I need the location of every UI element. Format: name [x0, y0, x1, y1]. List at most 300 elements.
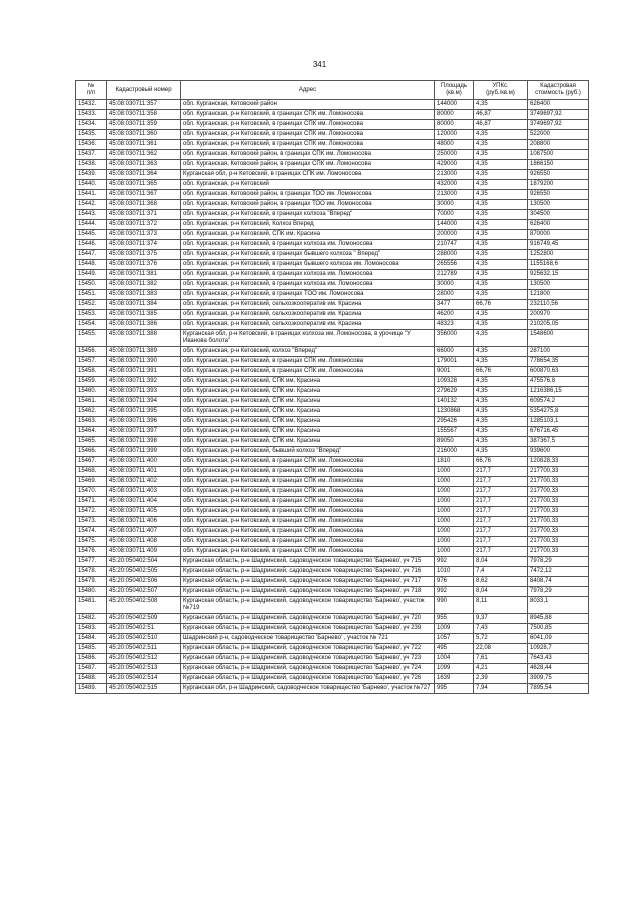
cell-upks: 46,87 — [474, 110, 528, 120]
cell-area: 288000 — [435, 250, 474, 260]
cell-upks: 4,35 — [474, 310, 528, 320]
table-row — [76, 180, 589, 190]
cell-area: 89050 — [435, 437, 474, 447]
cell-cadastral-cost: 626400 — [528, 100, 589, 110]
table-row — [76, 567, 589, 577]
table-header-row — [76, 81, 589, 100]
cell-row-number: 15454. — [76, 320, 107, 330]
table-row — [76, 467, 589, 477]
cell-upks: 4,35 — [474, 437, 528, 447]
cell-cadastral-cost: 8945,88 — [528, 614, 589, 624]
table-row — [76, 497, 589, 507]
cell-cadastral-number: 45:08:030711:395 — [107, 407, 181, 417]
cell-address: обл. Курганская, р-н Кетовский, в границах колхоза им. Ломоносова — [181, 280, 435, 290]
cell-upks: 217,7 — [474, 527, 528, 537]
cell-area: 80000 — [435, 120, 474, 130]
cell-cadastral-cost: 210205,05 — [528, 320, 589, 330]
cell-address: обл. Курганская, р-н Кетовский, сельхозкооператив им. Красина — [181, 320, 435, 330]
cell-upks: 4,35 — [474, 190, 528, 200]
cell-cadastral-number: 45:08:030711:399 — [107, 447, 181, 457]
cell-cadastral-number: 45:08:030711:405 — [107, 507, 181, 517]
cell-row-number: 15468. — [76, 467, 107, 477]
cell-row-number: 15460. — [76, 387, 107, 397]
cell-upks: 4,35 — [474, 427, 528, 437]
cell-area: 28000 — [435, 290, 474, 300]
cell-row-number: 15432. — [76, 100, 107, 110]
cell-cadastral-cost: 1866150 — [528, 160, 589, 170]
cell-row-number: 15442. — [76, 200, 107, 210]
cell-cadastral-number: 45:20:050402:510 — [107, 634, 181, 644]
cell-address: обл. Курганская, р-н Кетовский, сельхозкооператив им. Красина — [181, 310, 435, 320]
cell-cadastral-cost: 120828,33 — [528, 457, 589, 467]
cell-address: Курганская обл, р-н Кетовский, в границах колхоза им. Ломоносова, в урочище "У Иванова болота" — [181, 330, 435, 347]
header-area: Площадь (кв.м) — [435, 81, 474, 100]
table-row — [76, 190, 589, 200]
cell-cadastral-cost: 1879200 — [528, 180, 589, 190]
table-row — [76, 427, 589, 437]
cell-cadastral-cost: 7978,29 — [528, 587, 589, 597]
cell-cadastral-number: 45:08:030711:389 — [107, 347, 181, 357]
cell-area: 155567 — [435, 427, 474, 437]
table-row — [76, 477, 589, 487]
cell-upks: 4,35 — [474, 387, 528, 397]
cell-area: 429000 — [435, 160, 474, 170]
cell-upks: 4,35 — [474, 357, 528, 367]
cell-row-number: 15463. — [76, 417, 107, 427]
cell-area: 30000 — [435, 280, 474, 290]
cell-area: 990 — [435, 597, 474, 614]
table-row — [76, 634, 589, 644]
cell-cadastral-number: 45:08:030711:384 — [107, 300, 181, 310]
cell-area: 1000 — [435, 547, 474, 557]
table-row — [76, 120, 589, 130]
cell-upks: 8,11 — [474, 597, 528, 614]
cell-cadastral-cost: 217700,33 — [528, 517, 589, 527]
cell-row-number: 15452. — [76, 300, 107, 310]
cell-address: обл. Курганская, Кетовский район, в границах СПК им. Ломоносова — [181, 160, 435, 170]
table-row — [76, 367, 589, 377]
cell-address: обл. Курганская, р-н Кетовский, СПК им. Красина — [181, 387, 435, 397]
cell-area: 1230868 — [435, 407, 474, 417]
cell-address: Курганская область, р-н Шадринский, садоводческое товарищество 'Барнево', участок №719 — [181, 597, 435, 614]
cell-cadastral-number: 45:08:030711:398 — [107, 437, 181, 447]
cell-area: 1810 — [435, 457, 474, 467]
cell-upks: 66,76 — [474, 367, 528, 377]
cell-upks: 4,35 — [474, 260, 528, 270]
cell-row-number: 15453. — [76, 310, 107, 320]
cell-address: обл. Курганская, р-н Кетовский, в границах ТОО им. Ломоносова — [181, 290, 435, 300]
table-row — [76, 230, 589, 240]
cell-area: 1000 — [435, 497, 474, 507]
cell-area: 213000 — [435, 170, 474, 180]
table-row — [76, 654, 589, 664]
cadastral-table — [75, 80, 589, 694]
table-row — [76, 347, 589, 357]
cell-cadastral-number: 45:08:030711:406 — [107, 517, 181, 527]
cell-upks: 5,72 — [474, 634, 528, 644]
cell-cadastral-number: 45:08:030711:372 — [107, 220, 181, 230]
cell-address: обл. Курганская, р-н Кетовский, в границах бывшего колхоза " Вперед" — [181, 250, 435, 260]
cell-address: обл. Курганская, р-н Кетовский, в границах колхоза им. Ломоносова — [181, 240, 435, 250]
cell-cadastral-number: 45:08:030711:373 — [107, 230, 181, 240]
cell-cadastral-cost: 232110,56 — [528, 300, 589, 310]
cell-cadastral-cost: 939600 — [528, 447, 589, 457]
cell-cadastral-number: 45:08:030711:401 — [107, 467, 181, 477]
cell-area: 976 — [435, 577, 474, 587]
cell-row-number: 15445. — [76, 230, 107, 240]
cell-cadastral-number: 45:20:050402:512 — [107, 654, 181, 664]
cell-cadastral-number: 45:08:030711:375 — [107, 250, 181, 260]
cell-cadastral-cost: 287100 — [528, 347, 589, 357]
cell-cadastral-number: 45:08:030711:363 — [107, 160, 181, 170]
cell-area: 995 — [435, 684, 474, 694]
cell-cadastral-cost: 217700,33 — [528, 467, 589, 477]
cell-cadastral-cost: 208800 — [528, 140, 589, 150]
cell-cadastral-number: 45:08:030711:382 — [107, 280, 181, 290]
header-cadastral-number: Кадастровый номер — [107, 81, 181, 100]
cell-address: обл. Курганская, р-н Кетовский, в границах СПК им. Ломоносова — [181, 487, 435, 497]
table-row — [76, 330, 589, 347]
cell-cadastral-cost: 8408,74 — [528, 577, 589, 587]
cell-cadastral-cost: 7500,85 — [528, 624, 589, 634]
table-row — [76, 320, 589, 330]
cell-cadastral-cost: 1216386,15 — [528, 387, 589, 397]
cell-upks: 4,35 — [474, 377, 528, 387]
cell-area: 1000 — [435, 507, 474, 517]
cell-area: 1057 — [435, 634, 474, 644]
cell-cadastral-cost: 926550 — [528, 170, 589, 180]
cell-cadastral-number: 45:08:030711:402 — [107, 477, 181, 487]
cell-cadastral-cost: 475576,8 — [528, 377, 589, 387]
cell-upks: 9,37 — [474, 614, 528, 624]
cell-cadastral-cost: 7895,54 — [528, 684, 589, 694]
header-address: Адрес — [181, 81, 435, 100]
cell-row-number: 15471. — [76, 497, 107, 507]
cell-cadastral-number: 45:08:030711:404 — [107, 497, 181, 507]
cell-cadastral-number: 45:08:030711:392 — [107, 377, 181, 387]
cell-address: Курганская обл, р-н Кетовский, в границах СПК им. Ломоносова — [181, 170, 435, 180]
table-row — [76, 240, 589, 250]
cell-cadastral-number: 45:08:030711:403 — [107, 487, 181, 497]
cell-cadastral-cost: 130500 — [528, 280, 589, 290]
cell-address: обл. Курганская, Кетовский район, в границах ТОО им. Ломоносова — [181, 190, 435, 200]
cell-row-number: 15443. — [76, 210, 107, 220]
cell-cadastral-number: 45:08:030711:400 — [107, 457, 181, 467]
table-row — [76, 517, 589, 527]
cell-row-number: 15480. — [76, 587, 107, 597]
cell-row-number: 15457. — [76, 357, 107, 367]
cell-row-number: 15477. — [76, 557, 107, 567]
cell-area: 992 — [435, 587, 474, 597]
cell-area: 144000 — [435, 220, 474, 230]
cell-row-number: 15447. — [76, 250, 107, 260]
cell-area: 200000 — [435, 230, 474, 240]
table-row — [76, 597, 589, 614]
cell-address: обл. Курганская, р-н Кетовский, в границах СПК им. Ломоносова — [181, 517, 435, 527]
cell-upks: 217,7 — [474, 507, 528, 517]
cell-area: 9001 — [435, 367, 474, 377]
cell-area: 992 — [435, 557, 474, 567]
cell-area: 216000 — [435, 447, 474, 457]
cell-upks: 66,76 — [474, 300, 528, 310]
table-row — [76, 290, 589, 300]
table-row — [76, 527, 589, 537]
cell-row-number: 15465. — [76, 437, 107, 447]
cell-cadastral-cost: 5354275,8 — [528, 407, 589, 417]
cell-area: 30000 — [435, 200, 474, 210]
cell-upks: 4,35 — [474, 280, 528, 290]
cell-cadastral-number: 45:08:030711:394 — [107, 397, 181, 407]
cell-area: 210747 — [435, 240, 474, 250]
cell-address: обл. Курганская, р-н Кетовский, Колхоз Вперед — [181, 220, 435, 230]
cell-area: 46200 — [435, 310, 474, 320]
cell-upks: 8,62 — [474, 577, 528, 587]
header-cadastral-cost: Кадастровая стоимость (руб.) — [528, 81, 589, 100]
table-row — [76, 447, 589, 457]
cell-upks: 217,7 — [474, 477, 528, 487]
cell-upks: 4,35 — [474, 270, 528, 280]
cell-upks: 4,35 — [474, 330, 528, 347]
cell-address: Курганская область, р-н Шадринский, садоводческое товарищество 'Барнево', уч 722 — [181, 644, 435, 654]
cell-row-number: 15436. — [76, 140, 107, 150]
table-row — [76, 250, 589, 260]
cell-row-number: 15437. — [76, 150, 107, 160]
table-row — [76, 387, 589, 397]
cell-area: 109328 — [435, 377, 474, 387]
cell-cadastral-cost: 7472,12 — [528, 567, 589, 577]
cell-address: обл. Курганская, р-н Кетовский — [181, 180, 435, 190]
cell-cadastral-number: 45:08:030711:386 — [107, 320, 181, 330]
cell-cadastral-cost: 7978,29 — [528, 557, 589, 567]
cell-cadastral-number: 45:08:030711:409 — [107, 547, 181, 557]
cell-cadastral-number: 45:08:030711:408 — [107, 537, 181, 547]
table-row — [76, 437, 589, 447]
cell-area: 1000 — [435, 527, 474, 537]
cell-address: обл. Курганская, р-н Кетовский, СПК им. Красина — [181, 407, 435, 417]
cell-upks: 8,04 — [474, 587, 528, 597]
cell-cadastral-number: 45:20:050402:506 — [107, 577, 181, 587]
cell-address: обл. Курганская, р-н Кетовский, в границах СПК им. Ломоносова — [181, 367, 435, 377]
table-row — [76, 684, 589, 694]
cell-cadastral-number: 45:08:030711:371 — [107, 210, 181, 220]
cell-cadastral-number: 45:20:050402:507 — [107, 587, 181, 597]
cell-address: Курганская область, р-н Шадринский, садоводческое товарищество 'Барнево', уч 720 — [181, 614, 435, 624]
cell-upks: 4,35 — [474, 170, 528, 180]
cell-cadastral-cost: 200970 — [528, 310, 589, 320]
cell-row-number: 15472. — [76, 507, 107, 517]
cell-row-number: 15455. — [76, 330, 107, 347]
cell-address: Курганская область, р-н Шадринский, садоводческое товарищество 'Барнево', уч 726 — [181, 674, 435, 684]
table-row — [76, 397, 589, 407]
table-row — [76, 407, 589, 417]
cell-upks: 217,7 — [474, 517, 528, 527]
cell-cadastral-number: 45:08:030711:407 — [107, 527, 181, 537]
cell-row-number: 15434. — [76, 120, 107, 130]
cell-row-number: 15466. — [76, 447, 107, 457]
table-body — [76, 100, 589, 694]
cell-row-number: 15441. — [76, 190, 107, 200]
cell-cadastral-number: 45:08:030711:385 — [107, 310, 181, 320]
cell-address: обл. Курганская, р-н Кетовский, в границах СПК им. Ломоносова — [181, 507, 435, 517]
cell-upks: 4,35 — [474, 240, 528, 250]
table-row — [76, 664, 589, 674]
cell-address: обл. Курганская, р-н Кетовский, СПК им. Красина — [181, 427, 435, 437]
table-row — [76, 200, 589, 210]
cell-upks: 217,7 — [474, 467, 528, 477]
table-row — [76, 537, 589, 547]
cell-cadastral-cost: 6041,09 — [528, 634, 589, 644]
cell-area: 250000 — [435, 150, 474, 160]
cell-upks: 4,35 — [474, 150, 528, 160]
cell-area: 179001 — [435, 357, 474, 367]
cell-cadastral-number: 45:08:030711:390 — [107, 357, 181, 367]
cell-cadastral-number: 45:20:050402:515 — [107, 684, 181, 694]
cell-row-number: 15483. — [76, 624, 107, 634]
cell-row-number: 15435. — [76, 130, 107, 140]
cell-cadastral-cost: 3749697,92 — [528, 110, 589, 120]
header-upks: УПКс. (руб./кв.м) — [474, 81, 528, 100]
cell-cadastral-cost: 217700,33 — [528, 477, 589, 487]
cell-address: обл. Курганская, р-н Кетовский, в границах бывшего колхоза им. Ломоносова — [181, 260, 435, 270]
cell-address: обл. Курганская, р-н Кетовский, в границах СПК им. Ломоносова — [181, 457, 435, 467]
cell-cadastral-cost: 7643,43 — [528, 654, 589, 664]
cell-address: обл. Курганская, р-н Кетовский, в границах СПК им. Ломоносова — [181, 527, 435, 537]
cell-area: 212789 — [435, 270, 474, 280]
table-row — [76, 624, 589, 634]
cell-upks: 4,35 — [474, 140, 528, 150]
cell-upks: 217,7 — [474, 497, 528, 507]
table-row — [76, 130, 589, 140]
cell-address: обл. Курганская, р-н Кетовский, в границах СПК им. Ломоносова — [181, 130, 435, 140]
table-row — [76, 644, 589, 654]
cell-row-number: 15439. — [76, 170, 107, 180]
cell-cadastral-cost: 217700,33 — [528, 547, 589, 557]
cell-cadastral-cost: 609574,2 — [528, 397, 589, 407]
cell-upks: 7,94 — [474, 684, 528, 694]
cell-row-number: 15486. — [76, 654, 107, 664]
cell-area: 1000 — [435, 537, 474, 547]
cell-cadastral-cost: 217700,33 — [528, 537, 589, 547]
table-row — [76, 377, 589, 387]
cell-cadastral-number: 45:08:030711:367 — [107, 190, 181, 200]
cell-cadastral-number: 45:20:050402:504 — [107, 557, 181, 567]
cell-cadastral-number: 45:20:050402:509 — [107, 614, 181, 624]
cell-upks: 66,76 — [474, 457, 528, 467]
cell-cadastral-cost: 217700,33 — [528, 497, 589, 507]
cell-cadastral-cost: 926550 — [528, 190, 589, 200]
header-number: № п/п — [76, 81, 107, 100]
cell-cadastral-number: 45:08:030711:383 — [107, 290, 181, 300]
cell-area: 1000 — [435, 517, 474, 527]
cell-cadastral-number: 45:08:030711:357 — [107, 100, 181, 110]
cell-upks: 4,35 — [474, 220, 528, 230]
cell-cadastral-cost: 1155168,6 — [528, 260, 589, 270]
cell-address: обл. Курганская, р-н Кетовский, СПК им. Красина — [181, 437, 435, 447]
cell-row-number: 15461. — [76, 397, 107, 407]
cell-upks: 4,35 — [474, 290, 528, 300]
cell-address: обл. Курганская, р-н Кетовский, в границах колхоза "Вперед" — [181, 210, 435, 220]
cell-cadastral-cost: 925632,15 — [528, 270, 589, 280]
cell-cadastral-cost: 916749,45 — [528, 240, 589, 250]
cell-cadastral-cost: 870000 — [528, 230, 589, 240]
cell-row-number: 15487. — [76, 664, 107, 674]
table-row — [76, 587, 589, 597]
table-row — [76, 300, 589, 310]
table-row — [76, 100, 589, 110]
cell-area: 48323 — [435, 320, 474, 330]
table-row — [76, 110, 589, 120]
table-row — [76, 280, 589, 290]
cell-cadastral-number: 45:08:030711:397 — [107, 427, 181, 437]
cell-row-number: 15475. — [76, 537, 107, 547]
cell-address: обл. Курганская, р-н Кетовский, СПК им. Красина — [181, 377, 435, 387]
cell-row-number: 15464. — [76, 427, 107, 437]
cell-row-number: 15440. — [76, 180, 107, 190]
cell-upks: 4,35 — [474, 130, 528, 140]
cell-cadastral-number: 45:08:030711:381 — [107, 270, 181, 280]
cell-cadastral-cost: 626400 — [528, 220, 589, 230]
cell-cadastral-number: 45:20:050402:505 — [107, 567, 181, 577]
cell-address: Курганская область, р-н Шадринский, садоводческое товарищество 'Барнево', уч 718 — [181, 587, 435, 597]
cell-cadastral-cost: 121800 — [528, 290, 589, 300]
cell-cadastral-number: 45:08:030711:365 — [107, 180, 181, 190]
cell-address: обл. Курганская, р-н Кетовский, СПК им. Красина — [181, 417, 435, 427]
table-row — [76, 674, 589, 684]
cell-row-number: 15462. — [76, 407, 107, 417]
cell-area: 295426 — [435, 417, 474, 427]
cell-area: 140132 — [435, 397, 474, 407]
cell-address: обл. Курганская, Кетовский район, в границах ТОО им. Ломоносова — [181, 200, 435, 210]
cell-cadastral-number: 45:08:030711:361 — [107, 140, 181, 150]
cell-cadastral-cost: 387367,5 — [528, 437, 589, 447]
cell-row-number: 15481. — [76, 597, 107, 614]
cell-upks: 7,4 — [474, 567, 528, 577]
cell-cadastral-cost: 4628,44 — [528, 664, 589, 674]
cell-row-number: 15448. — [76, 260, 107, 270]
cell-row-number: 15433. — [76, 110, 107, 120]
cell-address: обл. Курганская, р-н Кетовский, в границах колхоза им. Ломоносова — [181, 270, 435, 280]
cell-upks: 4,35 — [474, 210, 528, 220]
cell-upks: 2,39 — [474, 674, 528, 684]
cell-row-number: 15482. — [76, 614, 107, 624]
cell-area: 279629 — [435, 387, 474, 397]
cell-area: 356000 — [435, 330, 474, 347]
cell-area: 70000 — [435, 210, 474, 220]
table-row — [76, 260, 589, 270]
cell-address: обл. Курганская, Кетовский район, в границах СПК им. Ломоносова — [181, 150, 435, 160]
table-row — [76, 210, 589, 220]
cell-address: обл. Курганская, р-н Кетовский, в границах СПК им. Ломоносова — [181, 477, 435, 487]
cell-cadastral-number: 45:08:030711:374 — [107, 240, 181, 250]
cell-address: Шадринский р-н, садоводческое товарищество 'Барнево' , участок № 721 — [181, 634, 435, 644]
cell-upks: 4,35 — [474, 347, 528, 357]
cell-area: 1004 — [435, 654, 474, 664]
table-row — [76, 614, 589, 624]
cell-cadastral-number: 45:08:030711:358 — [107, 110, 181, 120]
cell-cadastral-cost: 10928,7 — [528, 644, 589, 654]
cell-upks: 4,35 — [474, 180, 528, 190]
table-row — [76, 220, 589, 230]
cell-address: обл. Курганская, р-н Кетовский, сельхозкооператив им. Красина — [181, 300, 435, 310]
cell-row-number: 15459. — [76, 377, 107, 387]
table-row — [76, 140, 589, 150]
page-number: 341 — [312, 60, 327, 69]
cell-area: 1000 — [435, 487, 474, 497]
cell-upks: 4,35 — [474, 417, 528, 427]
table-row — [76, 487, 589, 497]
cell-cadastral-cost: 522000 — [528, 130, 589, 140]
cell-upks: 4,35 — [474, 320, 528, 330]
